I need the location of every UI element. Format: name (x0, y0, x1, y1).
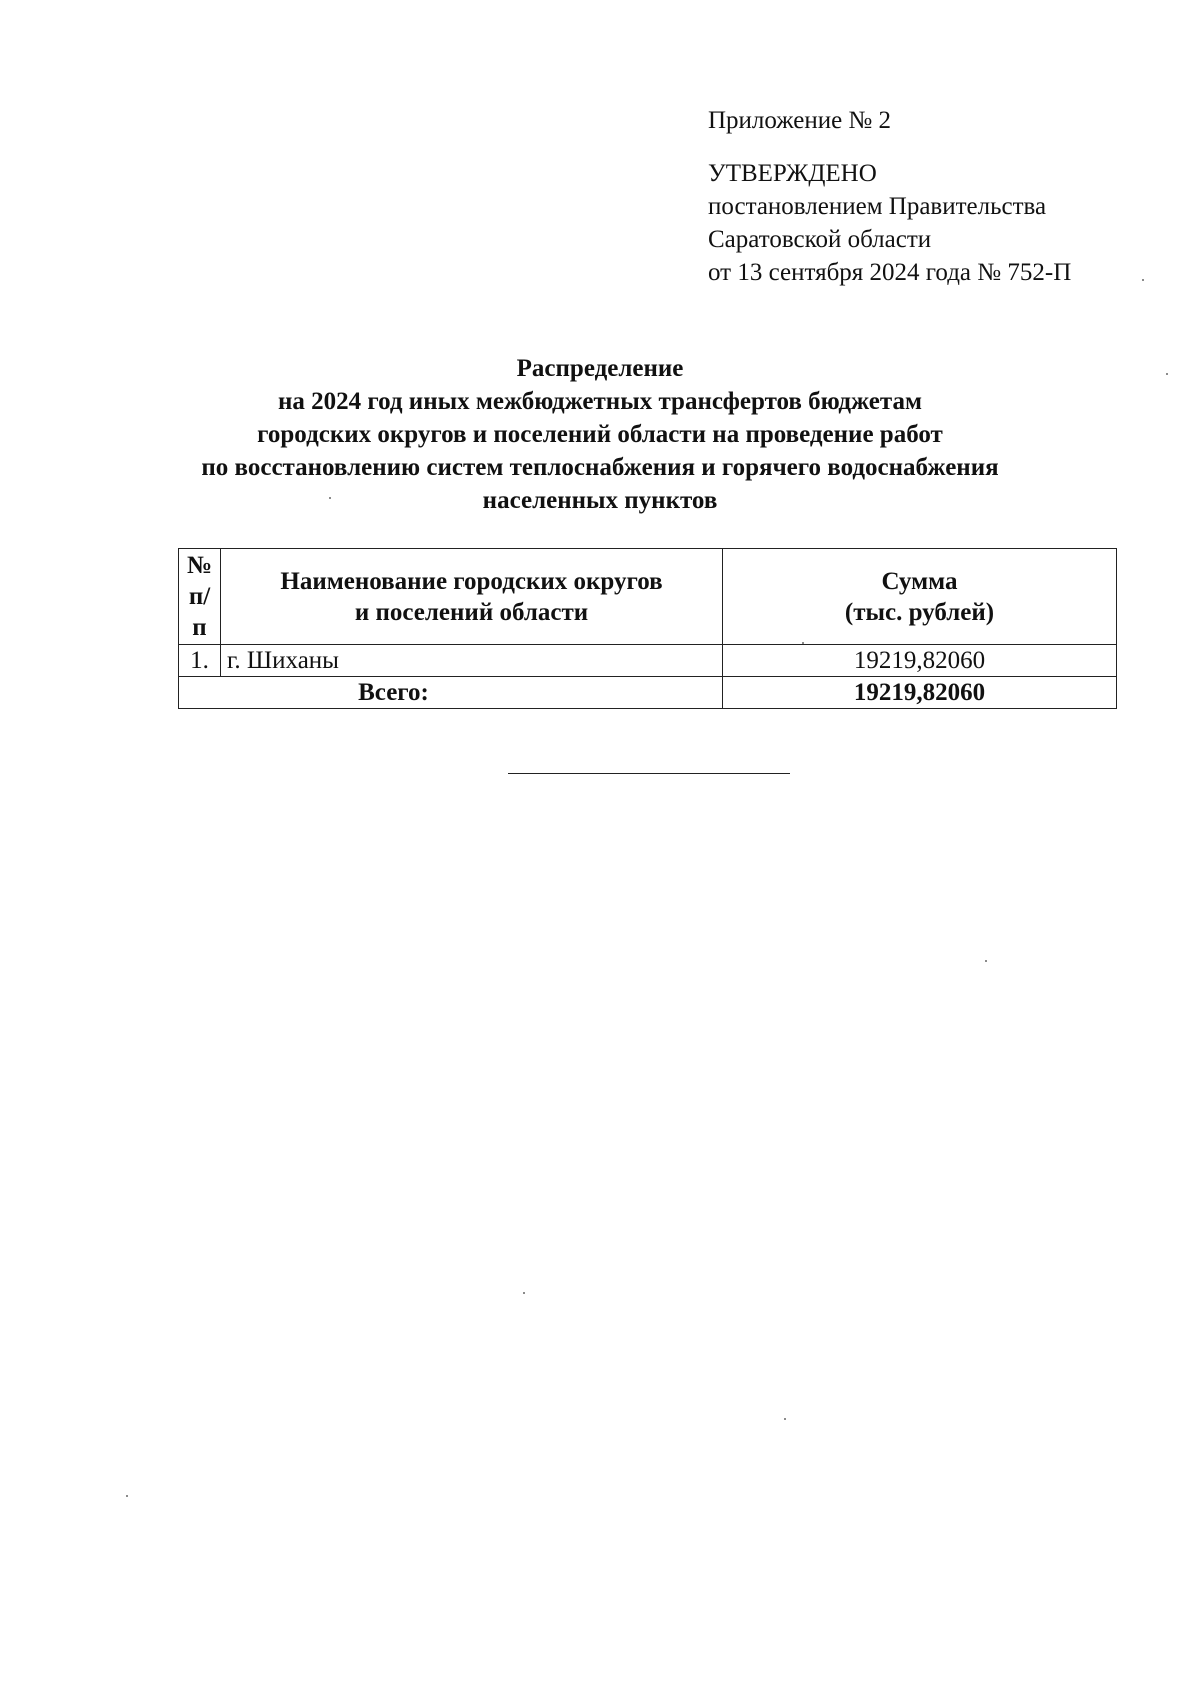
approved-stamp-text: УТВЕРЖДЕНО (708, 160, 877, 187)
header-sum (723, 549, 1117, 645)
table-row (179, 645, 1117, 677)
row-name: г. Шиханы (221, 645, 723, 677)
distribution-table (178, 548, 1117, 709)
scan-speck (802, 642, 804, 644)
header-number (179, 549, 221, 645)
title-line-3: городских округов и поселений области на проведение работ (257, 421, 943, 448)
approval-date-line: от 13 сентября 2024 года № 752-П (708, 259, 1072, 286)
scan-speck (784, 1418, 786, 1420)
scan-speck (126, 1495, 128, 1497)
scan-speck (985, 960, 987, 962)
approval-block (708, 104, 1071, 289)
header-sum-line-1: Сумма (881, 567, 958, 595)
row-sum: 19219,82060 (723, 645, 1117, 677)
scan-speck (523, 1292, 525, 1294)
total-label: Всего: (179, 677, 723, 709)
table-header-row (179, 549, 1117, 645)
scan-speck (329, 497, 331, 499)
scan-speck (1142, 279, 1144, 281)
document-title (0, 352, 1200, 517)
header-number-line-1: № (186, 552, 213, 579)
total-row (179, 677, 1117, 709)
header-number-line-2: п/п (188, 583, 211, 641)
header-name (221, 549, 723, 645)
title-line-5: населенных пунктов (482, 487, 718, 514)
end-divider-line (508, 773, 790, 774)
header-name-line-1: Наименование городских округов (280, 567, 663, 595)
approval-region-line: Саратовской области (708, 226, 932, 253)
title-line-1: Распределение (516, 355, 684, 382)
scan-speck (1166, 373, 1168, 375)
title-line-2: на 2024 год иных межбюджетных трансфертов бюджетам (277, 388, 923, 415)
header-sum-line-2: (тыс. рублей) (844, 598, 995, 626)
title-line-4: по восстановлению систем теплоснабжения и горячего водоснабжения (201, 454, 999, 481)
appendix-label: Приложение № 2 (708, 107, 892, 134)
total-sum: 19219,82060 (723, 677, 1117, 709)
row-number: 1. (179, 645, 221, 677)
header-name-line-2: и поселений области (354, 598, 589, 626)
approval-decree-line: постановлением Правительства (708, 193, 1047, 220)
